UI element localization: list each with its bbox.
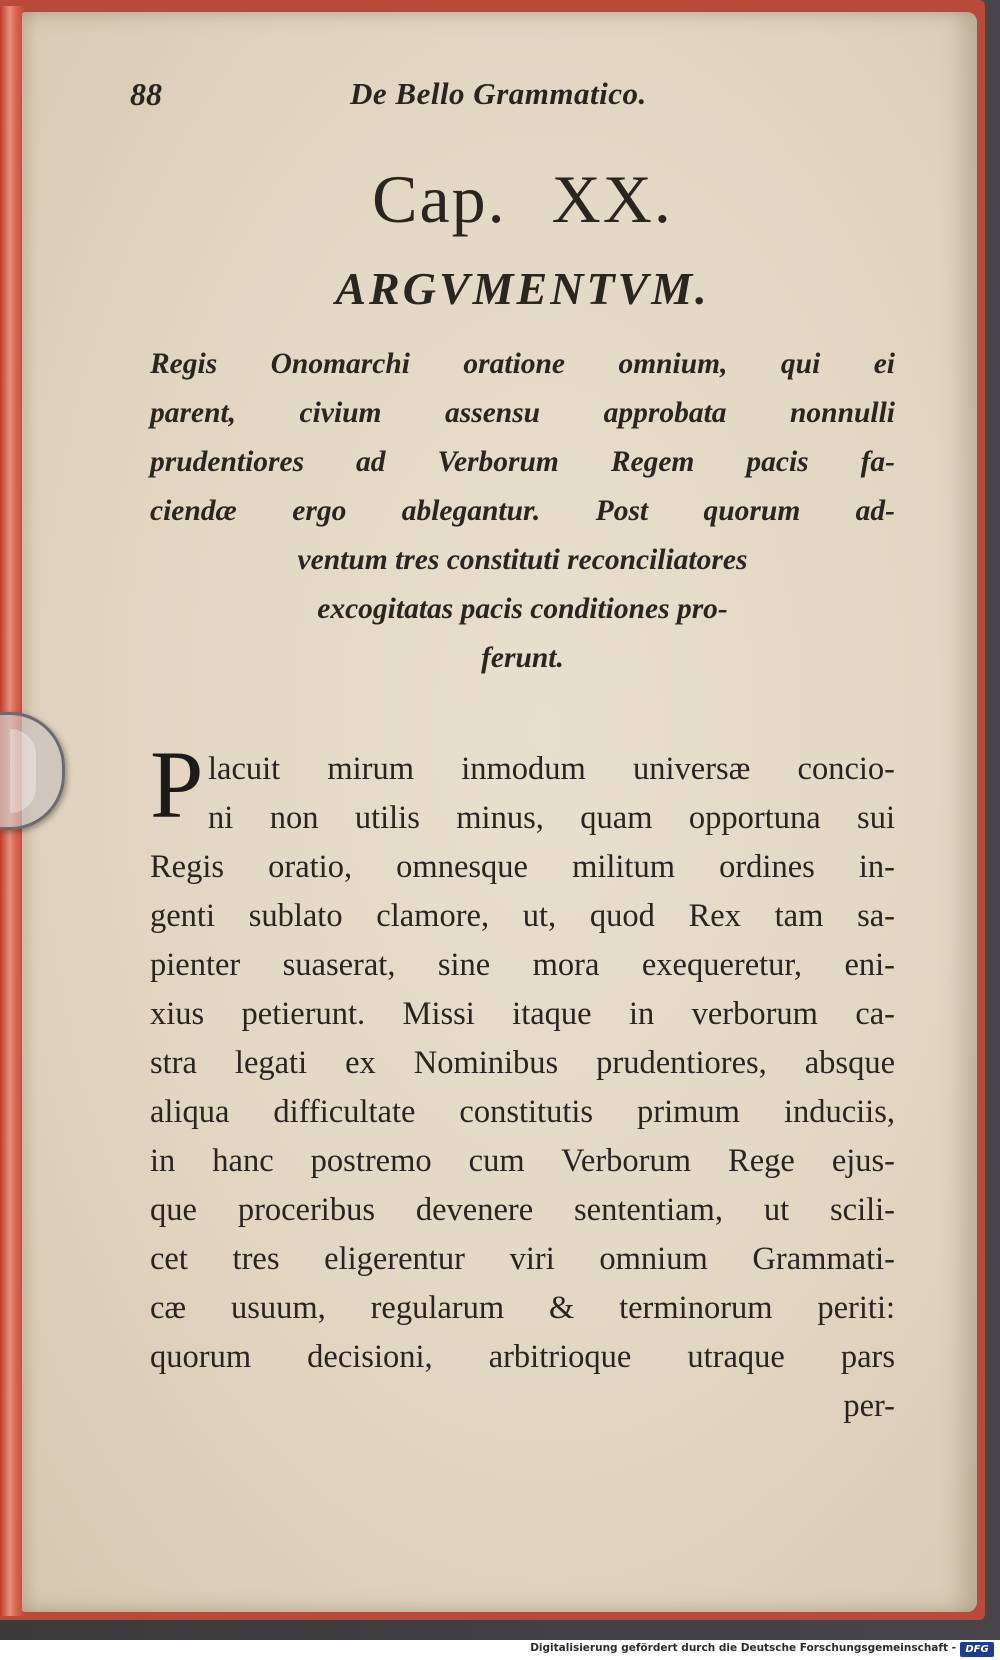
summary-line: parent, civium assensu approbata nonnulli [150, 397, 895, 429]
running-title: De Bello Grammatico. [350, 76, 647, 111]
summary-line: ferunt. [481, 642, 564, 674]
body-line: Regis oratio, omnesque militum ordines in- [150, 849, 895, 885]
summary-line: prudentiores ad Verborum Regem pacis fa- [150, 446, 895, 478]
body-line: cet tres eligerentur viri omnium Grammati- [150, 1241, 895, 1277]
running-head [130, 76, 890, 116]
footer-bar [0, 1640, 1000, 1660]
body-line: cæ usuum, regularum & terminorum periti: [150, 1290, 895, 1326]
summary-line: ciendæ ergo ablegantur. Post quorum ad- [150, 495, 895, 527]
argument-heading: ARGVMENTVM. [335, 263, 710, 314]
body-line: pienter suaserat, sine mora exequeretur, eni- [150, 947, 895, 983]
page-number: 88 [130, 76, 162, 112]
summary-line: Regis Onomarchi oratione omnium, qui ei [150, 348, 895, 380]
catchword: per- [843, 1388, 895, 1424]
body-line: stra legati ex Nominibus prudentiores, absque [150, 1045, 895, 1081]
bookmark-clip-shine [10, 729, 36, 813]
body-line: genti sublato clamore, ut, quod Rex tam sa- [150, 898, 895, 934]
body-line: in hanc postremo cum Verborum Rege ejus- [150, 1143, 895, 1179]
body-line: ni non utilis minus, quam opportuna sui [208, 800, 895, 836]
summary-line: excogitatas pacis conditiones pro- [317, 593, 728, 625]
drop-cap: P [150, 731, 204, 838]
body-line: que proceribus devenere sententiam, ut scili- [150, 1192, 895, 1228]
body-line: aliqua difficultate constitutis primum induciis, [150, 1094, 895, 1130]
chapter-summary [150, 340, 895, 683]
footer-credit: Digitalisierung gefördert durch die Deutsche Forschungsgemeinschaft - [530, 1642, 956, 1654]
chapter-heading: Cap. XX. [372, 161, 673, 237]
body-line: lacuit mirum inmodum universæ concio- [208, 751, 895, 787]
dfg-logo: DFG [960, 1642, 994, 1657]
summary-line: ventum tres constituti reconciliatores [297, 544, 748, 576]
body-line: quorum decisioni, arbitrioque utraque pars [150, 1339, 895, 1375]
body-text [150, 745, 895, 1431]
body-line: xius petierunt. Missi itaque in verborum ca- [150, 996, 895, 1032]
